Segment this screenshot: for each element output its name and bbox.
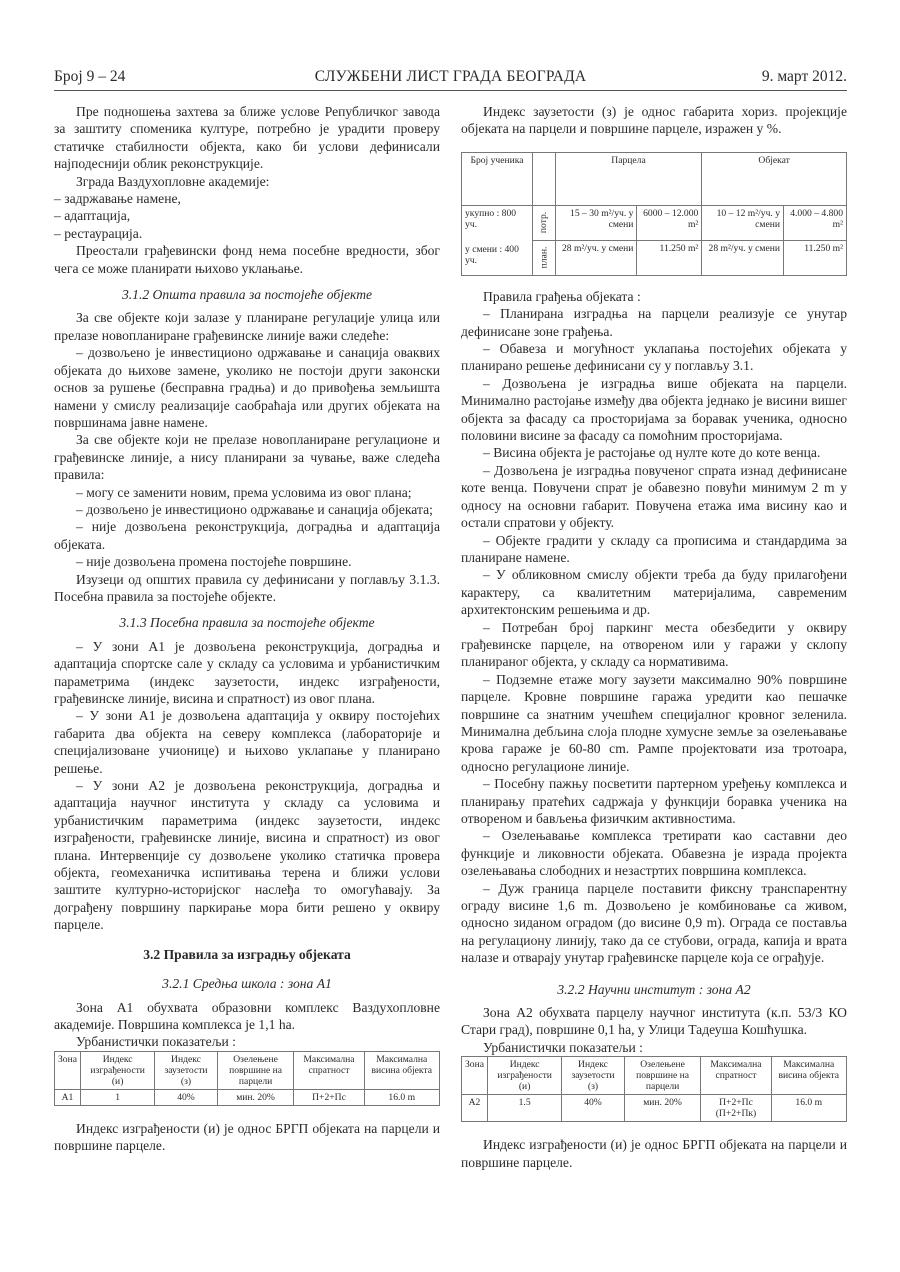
- list-item: – адаптација,: [54, 208, 131, 224]
- list-item: – У обликовном смислу објекти треба да буду прилагођени карактеру, са квалитетним материјалима, савременим архитектонским решењима и др.: [461, 567, 847, 618]
- table-header: Индекс изграђености (и): [81, 1051, 155, 1089]
- table-cell: 28 m²/уч. у смени: [702, 240, 784, 275]
- section-heading-3-2: 3.2 Правила за изградњу објеката: [143, 946, 351, 962]
- table-cell: 4.000 – 4.800 m²: [784, 205, 847, 240]
- list-item: – Дуж граница парцеле поставити фиксну транспарентну ограду висине 1,6 m. Дозвољено је комбиновање са живом, односно зиданом оградом (до висине 0,9 m). Ограда се поставља на регулациону линију, тако да се стубови, ограда, капија и врата налазе и отварају унутар грађевинске парцеле која се ограђује.: [461, 880, 847, 966]
- table-header: Максимална висина објекта: [771, 1057, 846, 1095]
- table-header: Зона: [462, 1057, 488, 1095]
- table-cell: 11.250 m²: [637, 240, 702, 275]
- table-header: Озелењене површине на парцели: [624, 1057, 701, 1095]
- list-item: – Подземне етаже могу заузети максимално 90% површине парцеле. Кровне површине гаража уредити као пешачке површине са знатним учешћем специјалног кровног зеленила. Минимална дебљина слоја плодне хумусне земље за озелењавање крова гараже је 60-80 cm. Рампе пројектовати иза тротоара, односно регулационе линије.: [461, 671, 847, 774]
- table-cell: П+2+Пс (П+2+Пк): [701, 1095, 771, 1122]
- table-header: Парцела: [555, 152, 702, 205]
- paragraph: Урбанистички показатељи :: [483, 1039, 643, 1055]
- table-cell: 6000 – 12.000 m²: [637, 205, 702, 240]
- publication-title: СЛУЖБЕНИ ЛИСТ ГРАДА БЕОГРАДА: [314, 68, 587, 85]
- list-item: – дозвољено је инвестиционо одржавање и санација објеката;: [76, 501, 433, 517]
- list-item: – Објекте градити у складу са прописима и стандардима за планиране намене.: [461, 532, 847, 565]
- row-tag: план.: [538, 246, 550, 269]
- table-header: Индекс заузетости (з): [155, 1051, 217, 1089]
- table-cell: 10 – 12 m²/уч. у смени: [702, 205, 784, 240]
- section-heading-3-1-3: 3.1.3 Посебна правила за постојеће објекте: [119, 615, 375, 631]
- table-cell: А1: [55, 1089, 81, 1105]
- paragraph: Зграда Ваздухопловне академије:: [76, 173, 270, 189]
- list-item: – Висина објекта је растојање од нулте коте до коте венца.: [483, 445, 821, 461]
- right-column: [461, 103, 847, 1171]
- table-header: Максимална спратност: [294, 1051, 364, 1089]
- list-item: – Озелењавање комплекса третирати као саставни део функције и ликовности објеката. Обавезна је израда пројекта озелењавања слободних и незастртих површина комплекса.: [461, 828, 847, 879]
- paragraph: Зона А2 обухвата парцелу научног института (к.п. 53/3 КО Стари град), површине 0,1 ha, у Улици Тадеуша Кошћушка.: [461, 1005, 847, 1038]
- table-header-row: [462, 1057, 847, 1095]
- table-cell: 16.0 m: [771, 1095, 846, 1122]
- row-tag: потр.: [538, 212, 550, 234]
- row-label: у смени : 400 уч.: [465, 243, 519, 266]
- table-cell: 11.250 m²: [784, 240, 847, 275]
- table-header: Озелењене површине на парцели: [217, 1051, 294, 1089]
- student-capacity-table: [461, 152, 847, 276]
- left-column: [54, 103, 440, 1155]
- table-row: [462, 205, 847, 240]
- paragraph: За све објекте који не прелазе новопланиране регулационе и грађевинске линије, а нису планирани за чување, важе следећа правила:: [54, 432, 440, 483]
- paragraph: Индекс изграђености (и) је однос БРГП објеката на парцели и површине парцеле.: [54, 1120, 440, 1154]
- paragraph: Зона А1 обухвата образовни комплекс Ваздухопловне академије. Површина комплекса је 1,1 ha.: [54, 999, 440, 1032]
- table-header-empty: [533, 152, 556, 205]
- table-cell: 1.5: [488, 1095, 562, 1122]
- issue-date: 9. март 2012.: [761, 68, 847, 85]
- section-heading-3-2-2: 3.2.2 Научни институт : зона А2: [557, 981, 751, 997]
- table-cell: 40%: [155, 1089, 217, 1105]
- list-item: – могу се заменити новим, према условима из овог плана;: [76, 484, 412, 500]
- list-item: – Дозвољена је изградња повученог спрата изнад дефинисане коте венца. Повучени спрат је обавезно повући минимум 2 m у односу на основни габарит. Повучена етажа има висину као и остали спратови у објекту.: [461, 462, 847, 531]
- table-header-row: [462, 152, 847, 205]
- table-cell: 40%: [562, 1095, 624, 1122]
- list-item: – Планирана изградња на парцели реализује се унутар дефинисане зоне грађења.: [461, 306, 847, 339]
- list-item: – Обавеза и могућност уклапања постојећих објеката у планирано решење дефинисани су у поглављу 3.1.: [461, 341, 847, 374]
- row-label: укупно : 800 уч.: [465, 207, 517, 230]
- table-row: [55, 1089, 440, 1105]
- table-cell: [533, 240, 556, 275]
- table-row: [462, 1095, 847, 1122]
- section-heading-3-1-2: 3.1.2 Општа правила за постојеће објекте: [121, 287, 373, 303]
- table-header: Индекс заузетости (з): [562, 1057, 624, 1095]
- table-cell: 1: [81, 1089, 155, 1105]
- list-item: – Посебну пажњу посветити партерном уређењу комплекса и планирању пратећих садржаја у функцији боравка ученика на отвореном и бављења физичким активностима.: [461, 776, 847, 826]
- table-header: Максимална спратност: [701, 1057, 771, 1095]
- table-cell: 15 – 30 m²/уч. у смени: [555, 205, 637, 240]
- paragraph: Преостали грађевински фонд нема посебне вредности, због чега се може планирати њихово уклањање.: [54, 243, 440, 276]
- table-header: Максимална висина објекта: [364, 1051, 439, 1089]
- table-cell: мин. 20%: [624, 1095, 701, 1122]
- paragraph: Правила грађења објеката :: [483, 288, 641, 304]
- list-item: – није дозвољена промена постојеће површине.: [76, 554, 352, 570]
- table-cell: [462, 205, 533, 275]
- table-cell: [533, 205, 556, 240]
- list-item: – Дозвољена је изградња више објеката на парцели. Минимално растојање између два објекта једнако је висини вишег објекта за фасаду са просторијама за боравак ученика, односно половини висине за фасаду са помоћним просторијама.: [461, 375, 847, 444]
- list-item: – задржавање намене,: [54, 191, 181, 207]
- table-cell: 16.0 m: [364, 1089, 439, 1105]
- list-item: – рестаурација.: [54, 225, 143, 241]
- table-header: Број ученика: [462, 152, 533, 205]
- list-item: – Потребан број паркинг места обезбедити у оквиру грађевинске парцеле, на отвореном или у гаражи у склопу планираног објекта, у складу са нормативима.: [461, 619, 847, 670]
- table-header-row: [55, 1051, 440, 1089]
- page-header: [54, 66, 847, 91]
- paragraph: Урбанистички показатељи :: [76, 1034, 236, 1050]
- paragraph: За све објекте који залазе у планиране регулације улица или прелазе новопланиране грађевинске линије важи следеће:: [54, 310, 440, 343]
- paragraph: Изузеци од општих правила су дефинисани у поглављу 3.1.3. Посебна правила за постојеће објекте.: [54, 571, 440, 604]
- table-header: Индекс изграђености (и): [488, 1057, 562, 1095]
- paragraph: Индекс изграђености (и) је однос БРГП објеката на парцели и површине парцеле.: [461, 1137, 847, 1170]
- list-item: – У зони А1 је дозвољена адаптација у оквиру постојећих габарита два објекта на северу комплекса (лабораторије и специјализоване учионице) и њихово уклапање у планирано решење.: [54, 708, 440, 776]
- table-header: Објекат: [702, 152, 847, 205]
- paragraph: Индекс заузетости (з) је однос габарита хориз. пројекције објеката на парцели и површине парцеле, изражен у %.: [461, 104, 847, 137]
- table-cell: мин. 20%: [217, 1089, 294, 1105]
- zone-a1-indicators-table: [54, 1051, 440, 1106]
- zone-a2-indicators-table: [461, 1056, 847, 1122]
- table-header: Зона: [55, 1051, 81, 1089]
- paragraph: – дозвољено је инвестиционо одржавање и санација оваквих објеката до њихове замене, уколико не постоји други законски основ за рушење (бесправна градња) и до привођења земљишта намени у смислу реализације саобраћаја или других објеката на површинама јавне намене.: [54, 345, 440, 430]
- list-item: – није дозвољена реконструкција, доградња и адаптација објеката.: [54, 519, 440, 552]
- issue-number: Број 9 – 24: [54, 68, 126, 85]
- table-cell: А2: [462, 1095, 488, 1122]
- table-cell: П+2+Пс: [294, 1089, 364, 1105]
- table-cell: 28 m²/уч. у смени: [555, 240, 637, 275]
- section-heading-3-2-1: 3.2.1 Средња школа : зона А1: [162, 976, 332, 992]
- list-item: – У зони А1 је дозвољена реконструкција, доградња и адаптација спортске сале у складу са условима и урбанистичким параметрима (индекс заузетости, индекс изграђености, грађевинске линије, висина и спратност) из овог плана.: [54, 638, 440, 706]
- list-item: – У зони А2 је дозвољена реконструкција, доградња и адаптација научног института у складу са условима и урбанистичким параметрима (индекс заузетости, индекс изграђености, грађевинске линије, висина и спратност) из овог плана. Интервенције су дозвољене уколико статичка провера објекта, геомеханичка испитивања терена и ближи услови заштите културно-историјског наслеђа то омогућавају. За дограђену површину паркирање мора бити решено у оквиру парцеле.: [54, 778, 440, 933]
- paragraph: Пре подношења захтева за ближе услове Републичког завода за заштиту споменика културе, потребно је урадити проверу статичке стабилности објекта, како би услови дефинисали најподеснији облик реконструкције.: [54, 104, 440, 172]
